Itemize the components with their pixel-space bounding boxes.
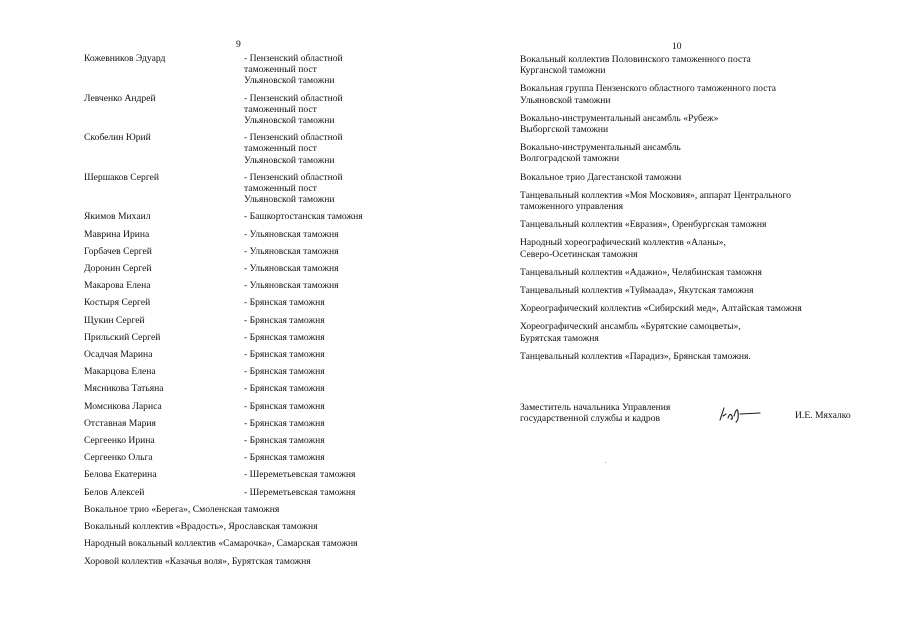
participant-row: [84, 211, 444, 222]
left-page-list: [84, 53, 444, 573]
participant-row: [84, 172, 444, 206]
right-page-list: [520, 54, 860, 369]
participant-name: Сергеенко Ольга: [84, 452, 153, 464]
participant-row: [84, 246, 444, 257]
ensemble-item: Вокальная группа Пензенского областного таможенного поста Ульяновской таможни: [520, 83, 777, 106]
participant-organization: - Шереметьевская таможня: [244, 486, 356, 498]
participant-organization: - Брянская таможня: [244, 366, 325, 378]
ensemble-item: Танцевальный коллектив «Моя Московия», аппарат Центрального таможенного управления: [520, 189, 792, 213]
participant-name: Белов Алексей: [84, 486, 145, 498]
right-page-number: 10: [672, 41, 682, 52]
participant-organization: - Пензенский областной таможенный пост Ульяновской таможни: [244, 132, 343, 166]
participant-organization: - Ульяновская таможня: [244, 280, 339, 292]
participant-organization: - Брянская таможня: [244, 349, 325, 361]
participant-name: Шершаков Сергей: [84, 171, 160, 183]
participant-row: [84, 229, 444, 240]
group-item: Хоровой коллектив «Казачья воля», Бурятская таможня: [84, 555, 311, 567]
participant-name: Скобелин Юрий: [84, 132, 151, 144]
ensemble-item: Танцевальный коллектив «Адажио», Челябинская таможня: [520, 266, 762, 278]
participant-row: [84, 53, 444, 87]
participant-organization: - Брянская таможня: [244, 452, 325, 464]
participant-row: [84, 297, 444, 308]
ensemble-item: Танцевальный коллектив «Парадиз», Брянская таможня.: [520, 350, 751, 362]
participant-name: Якимов Михаил: [84, 211, 151, 223]
participant-list: [84, 53, 444, 498]
participant-organization: - Пензенский областной таможенный пост Ульяновской таможни: [244, 92, 343, 127]
participant-organization: - Брянская таможня: [244, 435, 325, 447]
participant-organization: - Ульяновская таможня: [244, 228, 339, 240]
handwritten-signature: [718, 402, 764, 426]
signatory-name: И.Е. Мяхалко: [795, 410, 851, 421]
scan-speck: [605, 462, 606, 463]
participant-row: [84, 469, 444, 480]
group-item: Вокальный коллектив «Врадость», Ярославская таможня: [84, 521, 318, 533]
participant-organization: - Шереметьевская таможня: [244, 469, 356, 481]
participant-name: Щукин Сергей: [84, 314, 145, 326]
participant-row: [84, 93, 444, 127]
participant-row: [84, 487, 444, 498]
participant-name: Осадчая Марина: [84, 349, 153, 361]
participant-row: [84, 401, 444, 412]
participant-organization: - Ульяновская таможня: [244, 245, 339, 257]
participant-name: Левченко Андрей: [84, 92, 156, 104]
ensemble-item: Танцевальный коллектив «Евразия», Оренбургская таможня: [520, 219, 767, 231]
ensemble-item: Вокальный коллектив Половинского таможенного поста Курганской таможни: [520, 54, 751, 77]
participant-name: Костыря Сергей: [84, 297, 151, 309]
participant-row: [84, 315, 444, 326]
group-list: [84, 504, 444, 567]
participant-organization: - Брянская таможня: [244, 383, 325, 395]
participant-organization: - Пензенский областной таможенный пост Ульяновской таможни: [244, 171, 343, 206]
participant-organization: - Пензенский областной таможенный пост Ульяновской таможни: [244, 53, 343, 87]
participant-name: Момсикова Лариса: [84, 400, 162, 412]
participant-row: [84, 332, 444, 343]
ensemble-item: Вокально-инструментальный ансамбль Волгоградской таможни: [520, 142, 681, 165]
participant-name: Кожевников Эдуард: [84, 53, 166, 64]
group-item: Народный вокальный коллектив «Самарочка», Самарская таможня: [84, 538, 358, 550]
participant-name: Маврина Ирина: [84, 228, 150, 240]
participant-name: Макарова Елена: [84, 280, 151, 292]
participant-row: [84, 383, 444, 394]
participant-row: [84, 349, 444, 360]
ensemble-item: Вокальное трио Дагестанской таможни: [520, 171, 682, 183]
participant-organization: - Брянская таможня: [244, 331, 325, 343]
participant-name: Мясникова Татьяна: [84, 383, 164, 395]
participant-row: [84, 263, 444, 274]
participant-row: [84, 452, 444, 463]
participant-organization: - Ульяновская таможня: [244, 263, 339, 275]
participant-name: Горбачев Сергей: [84, 245, 152, 257]
ensemble-item: Хореографический коллектив «Сибирский мед», Алтайская таможня: [520, 303, 802, 315]
participant-row: [84, 435, 444, 446]
participant-organization: - Брянская таможня: [244, 297, 325, 309]
group-item: Вокальное трио «Берега», Смоленская таможня: [84, 503, 280, 515]
participant-organization: - Брянская таможня: [244, 400, 325, 412]
participant-row: [84, 366, 444, 377]
participant-name: Белова Екатерина: [84, 469, 157, 481]
signatory-position: Заместитель начальника Управления государственной службы и кадров: [520, 402, 671, 425]
left-page-number: 9: [236, 39, 241, 50]
participant-organization: - Брянская таможня: [244, 417, 325, 429]
ensemble-item: Вокально-инструментальный ансамбль «Рубеж» Выборгской таможни: [520, 112, 719, 136]
participant-organization: - Брянская таможня: [244, 314, 325, 326]
participant-row: [84, 280, 444, 291]
participant-name: Макарцова Елена: [84, 366, 156, 378]
ensemble-item: Хореографический ансамбль «Бурятские самоцветы», Бурятская таможня: [520, 321, 741, 344]
participant-row: [84, 418, 444, 429]
participant-organization: - Башкортостанская таможня: [244, 211, 363, 223]
participant-name: Прильский Сергей: [84, 331, 161, 343]
participant-name: Сергеенко Ирина: [84, 435, 155, 447]
participant-name: Доронин Сергей: [84, 263, 152, 275]
participant-row: [84, 132, 444, 166]
participant-name: Отставная Мария: [84, 417, 156, 429]
ensemble-item: Танцевальный коллектив «Туймаада», Якутская таможня: [520, 285, 754, 297]
ensemble-item: Народный хореографический коллектив «Аланы», Северо-Осетинская таможня: [520, 237, 726, 260]
